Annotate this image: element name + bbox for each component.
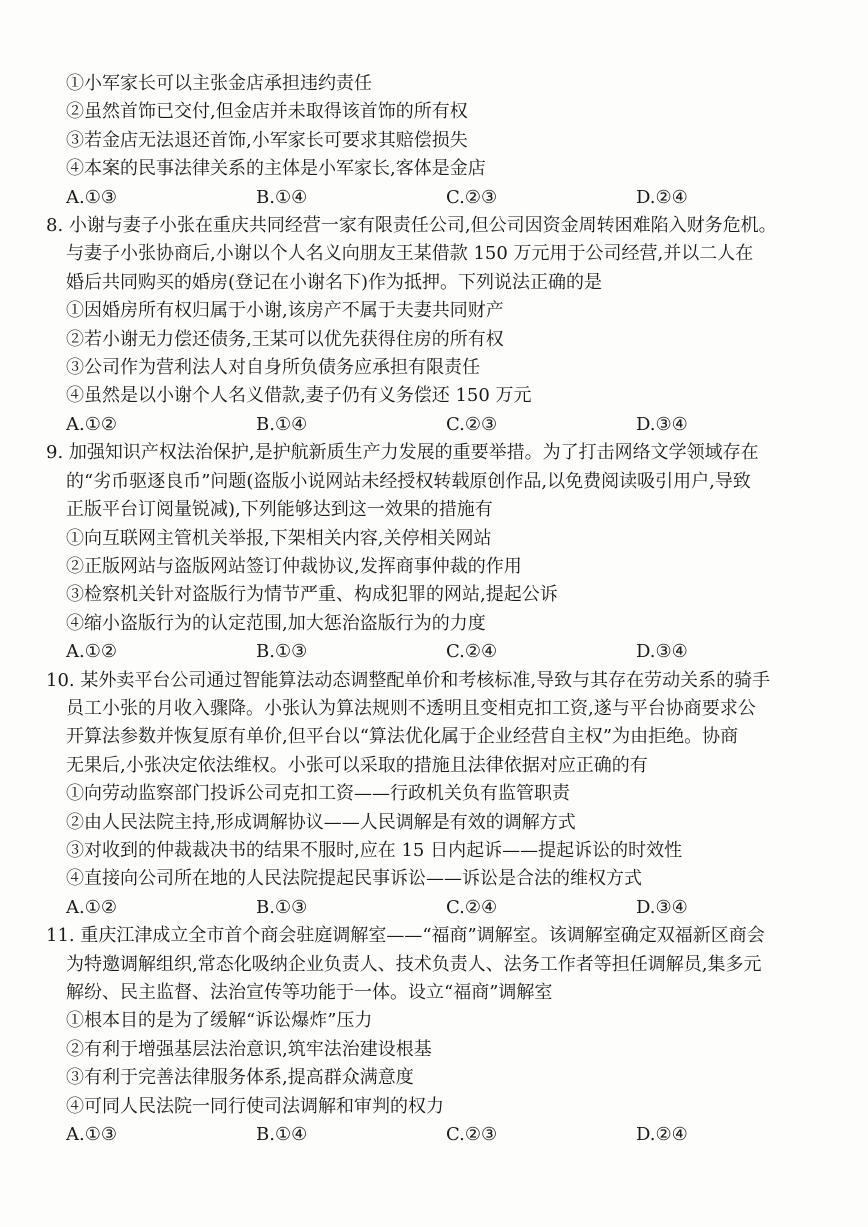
q11-item-3: ③有利于完善法律服务体系,提高群众满意度: [66, 1067, 414, 1089]
q10-stem-4: 无果后,小张决定依法维权。小张可以采取的措施且法律依据对应正确的有: [66, 754, 648, 776]
q8-choices: [46, 411, 828, 439]
q7-item-3: ③若金店无法退还首饰,小军家长可要求其赔偿损失: [66, 129, 468, 151]
q11-choice-a: A.①③: [66, 1124, 117, 1146]
q7-choice-b: B.①④: [256, 186, 308, 208]
q8-stem-2: 与妻子小张协商后,小谢以个人名义向朋友王某借款 150 万元用于公司经营,并以二人在: [66, 243, 754, 265]
q7-choices: [46, 184, 828, 212]
question-7: [46, 70, 828, 212]
q8-item-3: ③公司作为营利法人对自身所负债务应承担有限责任: [66, 357, 480, 379]
q10-choice-c: C.②④: [446, 896, 498, 918]
q7-item-4: ④本案的民事法律关系的主体是小军家长,客体是金店: [66, 158, 486, 180]
q8-item-1: ①因婚房所有权归属于小谢,该房产不属于夫妻共同财产: [66, 300, 504, 322]
q8-choice-d: D.③④: [636, 413, 688, 435]
q10-item-4: ④直接向公司所在地的人民法院提起民事诉讼——诉讼是合法的维权方式: [66, 868, 642, 890]
q8-item-4: ④虽然是以小谢个人名义借款,妻子仍有义务偿还 150 万元: [66, 385, 532, 407]
q9-stem-3: 正版平台订阅量锐减),下列能够达到这一效果的措施有: [66, 499, 493, 521]
q9-choice-a: A.①②: [66, 641, 117, 663]
q9-item-1: ①向互联网主管机关举报,下架相关内容,关停相关网站: [66, 527, 492, 549]
q10-choice-a: A.①②: [66, 896, 117, 918]
q10-stem-2: 员工小张的月收入骤降。小张认为算法规则不透明且变相克扣工资,遂与平台协商要求公: [66, 697, 756, 719]
q7-choice-c: C.②③: [446, 186, 498, 208]
q7-item-2: ②虽然首饰已交付,但金店并未取得该首饰的所有权: [66, 101, 468, 123]
q9-choices: [46, 638, 828, 666]
q9-stem-1: 9. 加强知识产权法治保护,是护航新质生产力发展的重要举措。为了打击网络文学领域存在: [46, 442, 759, 464]
question-8: [46, 212, 828, 439]
q8-choice-c: C.②③: [446, 413, 498, 435]
q10-item-1: ①向劳动监察部门投诉公司克扣工资——行政机关负有监管职责: [66, 783, 570, 805]
question-11: [46, 922, 828, 1149]
q11-choice-c: C.②③: [446, 1124, 498, 1146]
q7-choice-a: A.①③: [66, 186, 117, 208]
q9-item-3: ③检察机关针对盗版行为情节严重、构成犯罪的网站,提起公诉: [66, 584, 558, 606]
q10-stem-3: 开算法参数并恢复原有单价,但平台以“算法优化属于企业经营自主权”为由拒绝。协商: [66, 726, 739, 748]
q11-item-4: ④可同人民法院一同行使司法调解和审判的权力: [66, 1095, 444, 1117]
q10-stem-1: 10. 某外卖平台公司通过智能算法动态调整配单价和考核标准,导致与其存在劳动关系的骑手: [46, 669, 771, 691]
q11-choice-d: D.②④: [636, 1124, 688, 1146]
q11-stem-2: 为特邀调解组织,常态化吸纳企业负责人、技术负责人、法务工作者等担任调解员,集多元: [66, 953, 762, 975]
q8-choice-a: A.①②: [66, 413, 117, 435]
question-10: [46, 667, 828, 923]
q7-item-1: ①小军家长可以主张金店承担违约责任: [66, 73, 372, 94]
q9-item-4: ④缩小盗版行为的认定范围,加大惩治盗版行为的力度: [66, 612, 486, 634]
q10-choice-d: D.③④: [636, 896, 688, 918]
q10-choice-b: B.①③: [256, 896, 308, 918]
q8-item-2: ②若小谢无力偿还债务,王某可以优先获得住房的所有权: [66, 328, 504, 350]
q10-item-3: ③对收到的仲裁裁决书的结果不服时,应在 15 日内起诉——提起诉讼的时效性: [66, 839, 683, 861]
q11-stem-3: 解纷、民主监督、法治宣传等功能于一体。设立“福商”调解室: [66, 982, 553, 1003]
q8-choice-b: B.①④: [256, 413, 308, 435]
q10-item-2: ②由人民法院主持,形成调解协议——人民调解是有效的调解方式: [66, 811, 576, 833]
q9-choice-b: B.①③: [256, 641, 308, 663]
q11-item-2: ②有利于增强基层法治意识,筑牢法治建设根基: [66, 1038, 432, 1060]
q9-item-2: ②正版网站与盗版网站签订仲裁协议,发挥商事仲裁的作用: [66, 555, 522, 577]
q8-stem-1: 8. 小谢与妻子小张在重庆共同经营一家有限责任公司,但公司因资金周转困难陷入财务危机。: [46, 215, 777, 237]
q9-choice-d: D.③④: [636, 641, 688, 663]
q11-stem-1: 11. 重庆江津成立全市首个商会驻庭调解室——“福商”调解室。该调解室确定双福新区商会: [46, 925, 765, 947]
q8-stem-3: 婚后共同购买的婚房(登记在小谢名下)作为抵押。下列说法正确的是: [66, 271, 603, 293]
q11-item-1: ①根本目的是为了缓解“诉讼爆炸”压力: [66, 1010, 373, 1032]
q9-stem-2: 的“劣币驱逐良币”问题(盗版小说网站未经授权转载原创作品,以免费阅读吸引用户,导致: [66, 470, 751, 492]
q9-choice-c: C.②④: [446, 641, 498, 663]
question-9: [46, 439, 828, 666]
q11-choice-b: B.①④: [256, 1124, 308, 1146]
q11-choices: [46, 1121, 828, 1149]
q10-choices: [46, 894, 828, 922]
q7-choice-d: D.②④: [636, 186, 688, 208]
